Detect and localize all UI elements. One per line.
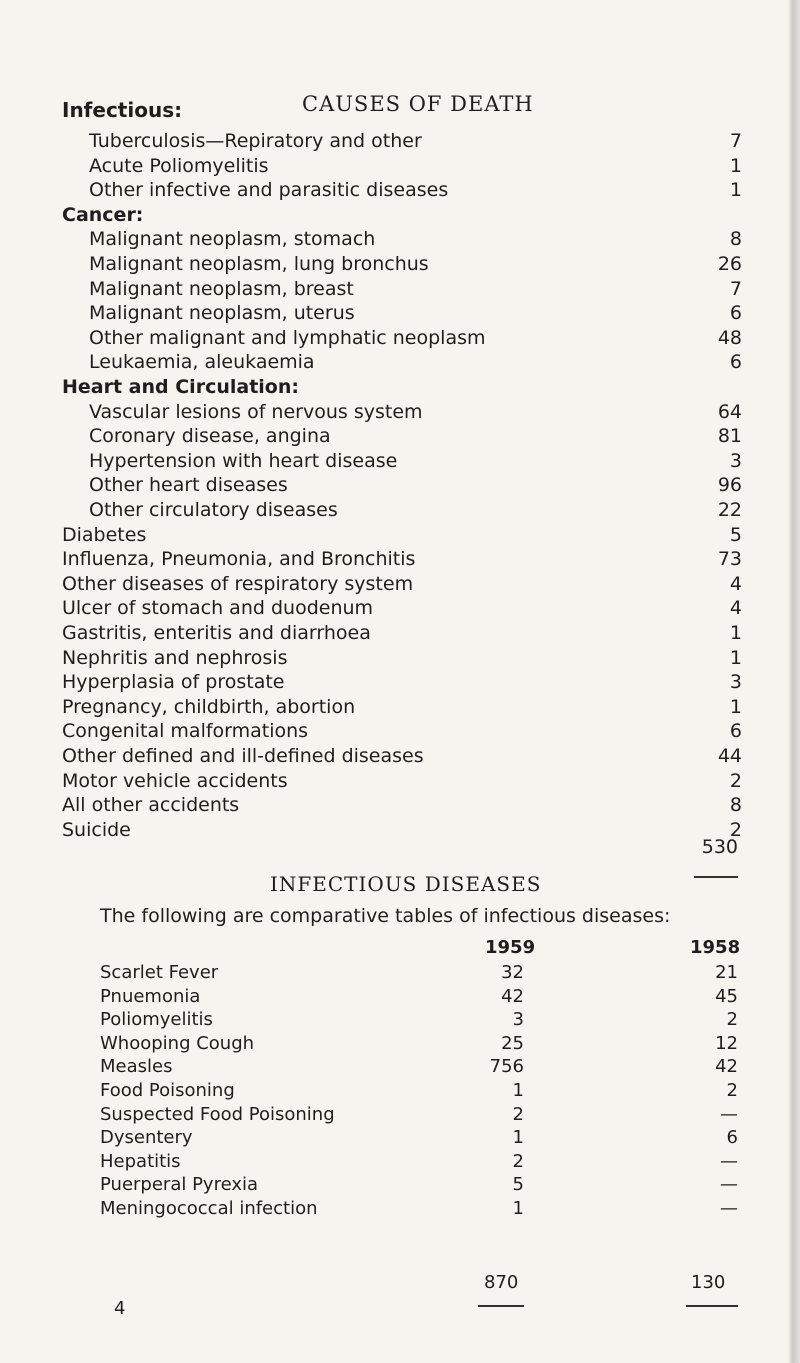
cause-count: 44 [717,745,742,767]
cause-row [62,792,742,818]
cause-row [62,620,742,646]
count-1959: 32 [501,962,524,983]
cause-count: 5 [729,523,742,546]
cause-count: 48 [717,326,742,349]
cause-row [62,472,742,498]
cause-count: 2 [729,818,742,841]
cause-count: 7 [729,277,742,300]
cause-count: 1 [729,695,742,718]
cause-count: 64 [717,400,742,423]
cause-label: Leukaemia, aleukaemia [89,351,315,374]
cause-count: 3 [729,671,742,694]
cause-heading: Heart and Circulation: [62,376,299,398]
cause-count: 7 [729,130,742,152]
cause-count: 8 [729,794,742,817]
cause-label: Pregnancy, childbirth, abortion [62,695,356,718]
cause-count: 6 [729,302,742,325]
cause-row [62,448,742,474]
infectious-row [100,1102,740,1128]
infectious-row [100,1125,740,1151]
cause-count: 1 [729,622,742,644]
cause-label: Other infective and parasitic diseases [89,179,449,202]
cause-label: Ulcer of stomach and duodenum [62,597,374,620]
cause-label: Coronary disease, angina [89,425,331,448]
cause-label: Other malignant and lymphatic neoplasm [89,326,486,349]
cause-row [62,374,742,400]
cause-row [62,423,742,449]
disease-label: Pnuemonia [100,985,201,1007]
count-1958: 12 [715,1032,738,1054]
cause-count: 73 [717,548,742,571]
cause-count: 6 [729,351,742,374]
cause-label: Other circulatory diseases [89,499,338,521]
cause-label: Acute Poliomyelitis [89,154,269,177]
total-1958: 130 [691,1272,726,1293]
cause-row [62,497,742,523]
cause-label: Malignant neoplasm, uterus [89,302,355,325]
cause-label: All other accidents [62,794,240,817]
disease-label: Hepatitis [100,1150,181,1172]
count-1958: 42 [715,1056,738,1078]
cause-heading: Cancer: [62,203,144,226]
count-1958: — [720,1103,738,1125]
infectious-row [100,984,740,1010]
cause-label: Malignant neoplasm, lung bronchus [89,253,429,275]
infectious-row [100,1007,740,1033]
cause-label: Influenza, Pneumonia, and Bronchitis [62,548,416,571]
cause-label: Gastritis, enteritis and diarrhoea [62,622,371,644]
cause-row [62,128,742,154]
cause-row [62,817,742,843]
cause-row [62,202,742,228]
cause-label: Motor vehicle accidents [62,769,288,792]
cause-row [62,153,742,179]
count-1958: 2 [726,1009,738,1031]
page-title: CAUSES OF DEATH [302,92,534,116]
cause-row [62,276,742,302]
count-1959: 42 [501,985,524,1007]
column-header-1959: 1959 [485,937,536,958]
count-1958: — [720,1198,738,1219]
cause-label: Suicide [62,818,131,841]
count-1958: 45 [715,985,738,1007]
cause-count: 22 [717,499,742,521]
cause-count: 1 [729,154,742,177]
count-1958: 6 [726,1127,738,1149]
cause-label: Hypertension with heart disease [89,449,398,472]
cause-row [62,571,742,597]
cause-label: Vascular lesions of nervous system [89,400,423,423]
cause-row [62,768,742,794]
cause-label: Other defined and ill-defined diseases [62,745,424,767]
infectious-diseases-title: INFECTIOUS DISEASES [270,872,542,896]
cause-row [62,177,742,203]
count-1958: — [720,1174,738,1196]
infectious-row [100,1078,740,1104]
infectious-intro: The following are comparative tables of infectious diseases: [100,905,671,927]
cause-label: Other diseases of respiratory system [62,572,414,595]
cause-count: 6 [729,720,742,743]
count-1959: 756 [489,1056,524,1078]
cause-row [62,694,742,720]
infectious-row [100,1031,740,1057]
column-header-1958: 1958 [690,937,741,958]
count-1959: 2 [512,1150,524,1172]
cause-row [62,645,742,671]
disease-label: Poliomyelitis [100,1009,213,1031]
cause-count: 26 [717,253,742,275]
count-1958: — [720,1150,738,1172]
cause-label: Congenital malformations [62,720,309,743]
disease-label: Food Poisoning [100,1080,235,1101]
cause-count: 8 [729,228,742,251]
cause-count: 2 [729,769,742,792]
cause-count: 4 [729,597,742,620]
cause-row [62,546,742,572]
cause-count: 1 [729,646,742,669]
cause-count: 4 [729,572,742,595]
count-1959: 1 [512,1127,524,1149]
cause-label: Malignant neoplasm, breast [89,277,354,300]
cause-row [62,226,742,252]
cause-row [62,251,742,277]
cause-label: Malignant neoplasm, stomach [89,228,376,251]
cause-count: 1 [729,179,742,202]
cause-count: 3 [729,449,742,472]
infectious-row [100,1054,740,1080]
page-edge-shadow [788,0,800,1363]
infectious-row [100,960,740,986]
disease-label: Whooping Cough [100,1032,255,1054]
cause-row [62,349,742,375]
cause-label: Other heart diseases [89,474,288,497]
cause-label: Hyperplasia of prostate [62,671,285,694]
count-1958: 21 [715,962,738,983]
disease-label: Meningococcal infection [100,1198,318,1219]
infectious-row [100,1172,740,1198]
cause-row [62,669,742,695]
page-header [62,92,762,122]
count-1959: 3 [512,1009,524,1031]
count-1959: 1 [512,1198,524,1219]
infectious-row [100,1149,740,1175]
disease-label: Suspected Food Poisoning [100,1103,335,1125]
disease-label: Scarlet Fever [100,962,219,983]
cause-count: 96 [717,474,742,497]
total-1958-rule [686,1305,738,1307]
total-rule [694,876,738,878]
count-1959: 5 [512,1174,524,1196]
count-1959: 25 [501,1032,524,1054]
cause-label: Tuberculosis—Repiratory and other [89,130,422,152]
causes-total: 530 [701,836,738,858]
cause-row [62,325,742,351]
cause-row [62,522,742,548]
disease-label: Measles [100,1056,173,1078]
cause-label: Nephritis and nephrosis [62,646,288,669]
infectious-row [100,1196,740,1222]
page-number: 4 [114,1298,126,1319]
count-1959: 1 [512,1080,524,1101]
disease-label: Puerperal Pyrexia [100,1174,259,1196]
cause-row [62,300,742,326]
cause-count: 81 [717,425,742,448]
cause-row [62,743,742,769]
count-1958: 2 [726,1080,738,1101]
cause-row [62,595,742,621]
cause-label: Diabetes [62,523,147,546]
total-1959-rule [478,1305,524,1307]
cause-row [62,718,742,744]
cause-row [62,399,742,425]
section-label-infectious: Infectious: [62,98,183,122]
disease-label: Dysentery [100,1127,193,1149]
count-1959: 2 [512,1103,524,1125]
total-1959: 870 [484,1272,519,1293]
